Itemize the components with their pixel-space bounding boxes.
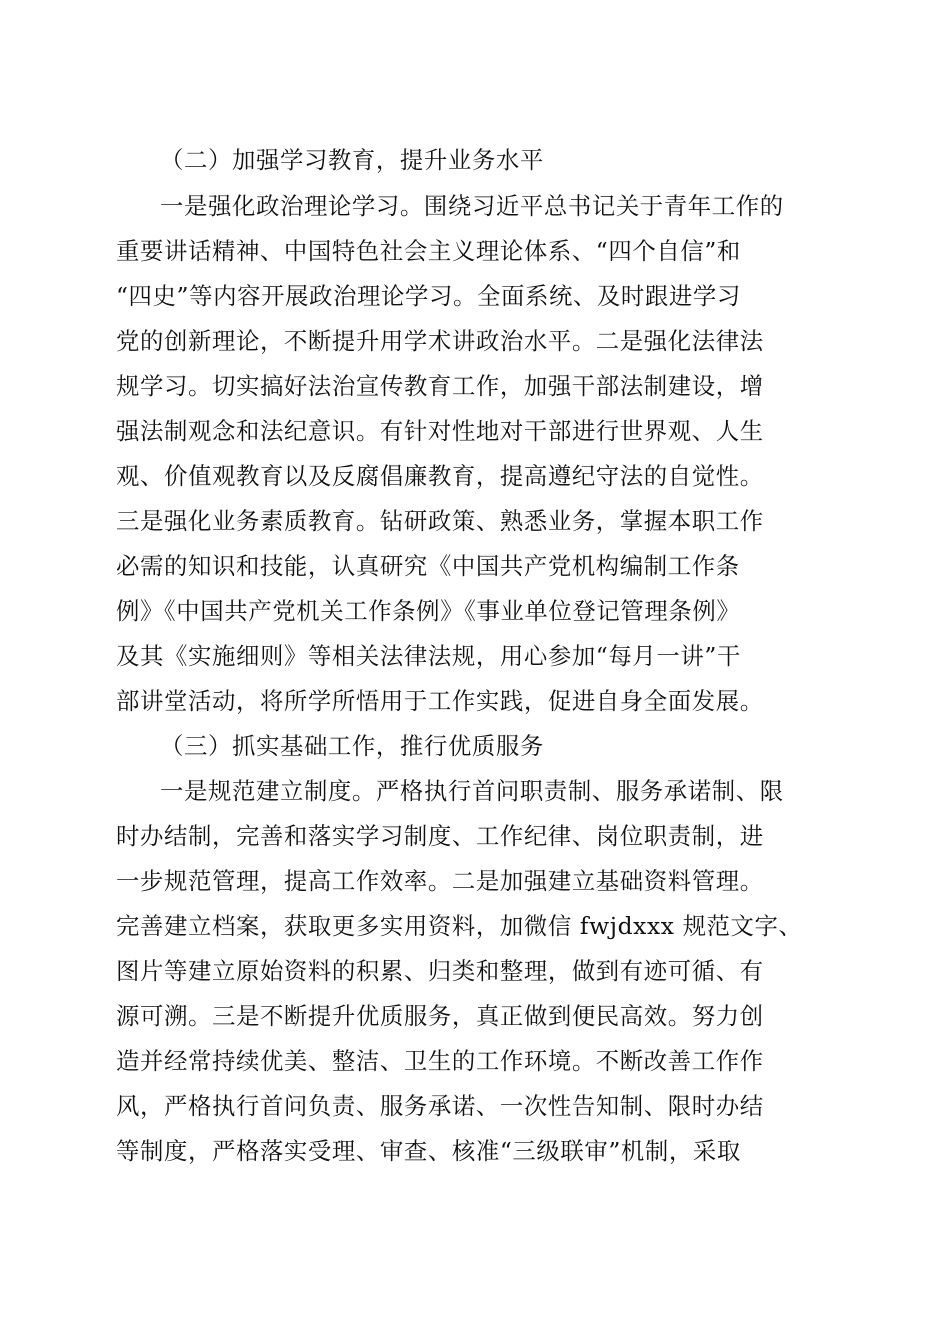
- section-3-line-1: 一是规范建立制度。严格执行首问职责制、服务承诺制、限: [160, 777, 784, 805]
- section-3-line-5: 图片等建立原始资料的积累、归类和整理，做到有迹可循、有: [116, 957, 764, 985]
- section-2-line-1: 一是强化政治理论学习。围绕习近平总书记关于青年工作的: [160, 192, 784, 220]
- section-2-line-12: 部讲堂活动，将所学所悟用于工作实践，促进自身全面发展。: [116, 687, 764, 715]
- section-2-line-4: 党的创新理论，不断提升用学术讲政治水平。二是强化法律法: [116, 327, 764, 355]
- section-2-line-3: “四史”等内容开展政治理论学习。全面系统、及时跟进学习: [116, 282, 741, 310]
- section-2-heading: （二）加强学习教育，提升业务水平: [160, 146, 544, 174]
- section-3-line-9: 等制度，严格落实受理、审查、核准“三级联审”机制，采取: [116, 1137, 741, 1165]
- section-2-line-10: 例》《中国共产党机关工作条例》《事业单位登记管理条例》: [116, 597, 741, 625]
- section-3-line-3: 一步规范管理，提高工作效率。二是加强建立基础资料管理。: [116, 867, 764, 895]
- section-2-line-7: 观、价值观教育以及反腐倡廉教育，提高遵纪守法的自觉性。: [116, 462, 764, 490]
- section-3-line-2: 时办结制，完善和落实学习制度、工作纪律、岗位职责制，进: [116, 822, 764, 850]
- section-3-heading: （三）抓实基础工作，推行优质服务: [160, 732, 544, 760]
- section-3-line-6: 源可溯。三是不断提升优质服务，真正做到便民高效。努力创: [116, 1002, 764, 1030]
- section-2-line-5: 规学习。切实搞好法治宣传教育工作，加强干部法制建设，增: [116, 372, 764, 400]
- section-3-line-4: 完善建立档案，获取更多实用资料，加微信 fwjdxxx 规范文字、: [116, 912, 803, 940]
- section-2-line-6: 强法制观念和法纪意识。有针对性地对干部进行世界观、人生: [116, 417, 764, 445]
- section-3-line-8: 风，严格执行首问负责、服务承诺、一次性告知制、限时办结: [116, 1092, 764, 1120]
- section-3-line-7: 造并经常持续优美、整洁、卫生的工作环境。不断改善工作作: [116, 1047, 764, 1075]
- section-2-line-2: 重要讲话精神、中国特色社会主义理论体系、“四个自信”和: [116, 237, 741, 265]
- section-2-line-11: 及其《实施细则》等相关法律法规，用心参加“每月一讲”干: [116, 642, 741, 670]
- section-2-line-8: 三是强化业务素质教育。钻研政策、熟悉业务，掌握本职工作: [116, 507, 764, 535]
- section-2-line-9: 必需的知识和技能，认真研究《中国共产党机构编制工作条: [116, 552, 740, 580]
